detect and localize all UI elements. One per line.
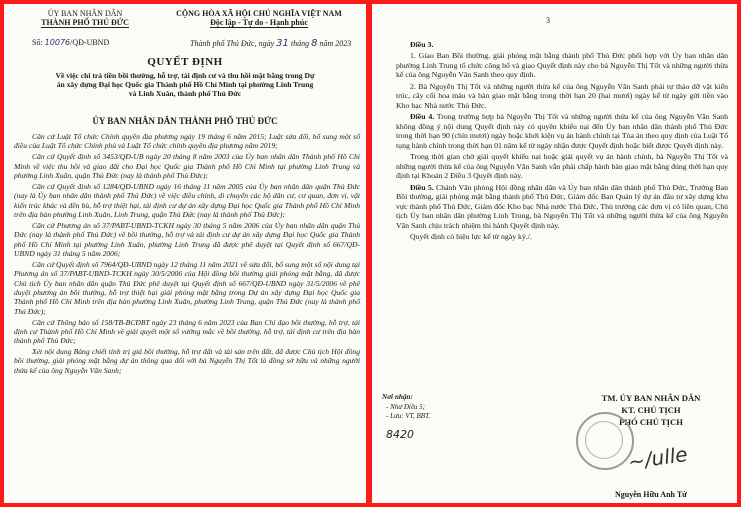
articles (396, 40, 728, 244)
recipients-header: Nơi nhận: (382, 393, 413, 401)
preamble-paragraph: Xét nội dung Bảng chiết tính trị giá bồi thường, hỗ trợ đất và tài sản trên đất, đã được Chủ tịch Hội đồng bồi thường, giải phóng mặt bằng dự án thông qua đối với bà Nguyễn Thị Tốt là đồng sở hữu và những người thừa kế của ông Nguyễn Văn Sanh; (14, 347, 360, 375)
issuing-authority-heading: ỦY BAN NHÂN DÂN THÀNH PHỐ THỦ ĐỨC (92, 116, 278, 126)
article-5-label: Điều 5. (410, 182, 434, 192)
sign-line-2: KT. CHỦ TỊCH (621, 405, 681, 415)
document-title: QUYẾT ĐỊNH (147, 56, 223, 68)
agency-line-2: THÀNH PHỐ THỦ ĐỨC (41, 18, 129, 27)
document-subject: Về việc chi trả tiền bồi thường, hỗ trợ, tái định cư và thu hồi mặt bằng trong Dự án xây dựng Đại học Quốc gia Thành phố Hồ Chí Minh tại phường Linh Trung và Linh Xuân, thành phố Thủ Đức (55, 71, 315, 98)
article-3-clause-1: 1. Giao Ban Bồi thường, giải phóng mặt bằng thành phố Thủ Đức phối hợp với Ủy ban nhân dân phường Linh Trung tổ chức công bố và giao Quyết định này cho bà Nguyễn Thị Tốt và những người thừa kế của ông Nguyễn Văn Sanh theo quy định. (396, 51, 728, 80)
day-handwritten: 31 (276, 38, 289, 49)
preamble-paragraph: Căn cứ Quyết định số 7964/QĐ-UBND ngày 12 tháng 11 năm 2021 về sửa đổi, bổ sung một số nội dung tại Phương án số 37/PABT-UBND-TCKH ngày 30/5/2006 của Hội đồng bồi thường giải phóng mặt bằng, đã được Chủ tịch Ủy ban nhân dân quận Thủ Đức phê duyệt tại Quyết định số 667/QĐ-UBND ngày 31/5/2006 về phê duyệt phương án bồi thường, hỗ trợ thiệt hại giải phóng mặt bằng trong Dự án xây dựng Đại học Quốc gia Thành phố Hồ Chí Minh trên địa bàn phường Linh Xuân, phường Linh Trung, quận Thủ Đức (nay là thành phố Thủ Đức); (14, 259, 360, 316)
article-5 (396, 183, 728, 231)
page-number: 3 (546, 16, 550, 25)
signer-name: Nguyễn Hữu Anh Tứ (615, 490, 687, 499)
handwritten-signature: ~/ulle (626, 441, 689, 475)
document-page-3 (372, 4, 737, 503)
recipient-item: - Lưu: VT, BBT. (386, 412, 431, 420)
preamble-paragraph: Căn cứ Luật Tổ chức Chính quyền địa phương ngày 19 tháng 6 năm 2015; Luật sửa đổi, bổ sung một số điều của Luật Tổ chức Chính phủ và Luật Tổ chức chính quyền địa phương năm 2019; (14, 132, 360, 151)
year-text: năm 2023 (319, 39, 352, 48)
national-motto (154, 9, 364, 28)
issuing-agency (10, 9, 160, 28)
article-4-label: Điều 4. (410, 112, 435, 122)
recipients-list (386, 403, 430, 421)
preamble-paragraph: Căn cứ Thông báo số 158/TB-BCĐBT ngày 23 tháng 6 năm 2023 của Ban Chỉ đạo bồi thường, hỗ trợ, tái định cư Thành phố Hồ Chí Minh về giải quyết một số vướng mắc về bồi thường, hỗ trợ, tái định cư trên địa bàn thành phố Thủ Đức; (14, 317, 360, 346)
handwritten-file-number: 8420 (386, 428, 414, 441)
preamble-paragraph: Căn cứ Phương án số 37/PABT-UBND-TCKH ngày 30 tháng 5 năm 2006 của Ủy ban nhân dân quận Thủ Đức (nay là thành phố Thủ Đức) về bồi thường, hỗ trợ và tái định cư dự án xây dựng Đại học Quốc gia Thành phố Hồ Chí Minh tại phường Linh Xuân, phường Linh Trung đã được phê duyệt tại Quyết định số 667/QĐ-UBND ngày 31 tháng 5 năm 2006; (14, 220, 360, 258)
sign-line-3: PHÓ CHỦ TỊCH (619, 417, 683, 427)
document-page-1 (4, 4, 366, 503)
preamble (14, 132, 360, 377)
article-3-heading (396, 40, 728, 50)
doc-no-prefix: Số: (32, 38, 43, 47)
document-number (32, 38, 109, 47)
nation-line-1: CỘNG HÒA XÃ HỘI CHỦ NGHĨA VIỆT NAM (176, 9, 342, 18)
article-3-label: Điều 3. (410, 40, 434, 49)
nation-line-2: Độc lập - Tự do - Hạnh phúc (210, 18, 308, 27)
place-date-prefix: Thành phố Thủ Đức, ngày (190, 39, 275, 48)
agency-line-1: ỦY BAN NHÂN DÂN (47, 9, 123, 18)
official-seal-stamp (576, 412, 634, 470)
article-3-clause-2: 2. Bà Nguyễn Thị Tốt và những người thừa kế của ông Nguyễn Văn Sanh phải tự tháo dỡ vật kiến trúc, cây cối hoa màu và bàn giao mặt bằng trong thời hạn 20 (hai mươi) ngày kể từ ngày gửi tiền vào Kho bạc Nhà nước Thủ Đức. (396, 81, 728, 110)
doc-no-suffix: /QĐ-UBND (70, 38, 110, 47)
effective-clause: Quyết định có hiệu lực kể từ ngày ký./. (410, 232, 532, 242)
preamble-paragraph: Căn cứ Quyết định số 1284/QĐ-UBND ngày 16 tháng 11 năm 2005 của Ủy ban nhân dân quận Thủ Đức (nay là Ủy ban nhân dân thành phố Thủ Đức) về việc điều chỉnh, di chuyển các hộ dân cư, cơ quan, đơn vị, vật kiến trúc khác và đền bù, hỗ trợ thiệt hại, tái định cư dự án xây dựng Đại học Quốc gia Thành phố Hồ Chí Minh trên địa bàn phường Linh Xuân, Linh Trung, quận Thủ Đức (nay là thành phố Thủ Đức); (14, 181, 360, 219)
sign-line-1: TM. ỦY BAN NHÂN DÂN (601, 393, 701, 403)
article-4-continuation: Trong thời gian chờ giải quyết khiếu nại hoặc giải quyết vụ án hành chính, bà Nguyễn Thị Tốt và những người thừa kế của ông Nguyễn Văn Sanh vẫn phải chấp hành bàn giao mặt bằng đúng thời hạn quy định tại Khoản 2 Điều 3 Quyết định này. (396, 152, 728, 181)
article-4-text: Trong trường hợp bà Nguyễn Thị Tốt và những người thừa kế của ông Nguyễn Văn Sanh không đồng ý nội dung Quyết định này có quyền khiếu nại đến Ủy ban nhân dân thành phố Thủ Đức trong thời hạn 90 (chín mươi) ngày hoặc khởi kiện vụ án hành chính tại Tòa án theo quy định của Luật Tố tụng hành chính trong thời hạn 01 năm kể từ ngày nhận được Quyết định hoặc biết được Quyết định này. (396, 112, 728, 150)
month-handwritten: 8 (311, 38, 318, 49)
preamble-paragraph: Căn cứ Quyết định số 3453/QĐ-UB ngày 20 tháng 8 năm 2003 của Ủy ban nhân dân Thành phố Hồ Chí Minh về việc thu hồi và giao đất cho Đại học Quốc gia Thành phố Hồ Chí Minh tại phường Linh Trung và phường Linh Xuân, quận Thủ Đức (nay là thành phố Thủ Đức); (14, 152, 360, 180)
month-word: tháng (290, 39, 310, 48)
recipient-item: - Như Điều 5; (386, 403, 426, 411)
article-4 (396, 112, 728, 150)
doc-no-handwritten: 10076 (44, 38, 71, 47)
article-5-text: Chánh Văn phòng Hội đồng nhân dân và Ủy ban nhân dân thành phố Thủ Đức, Trưởng Ban Bồi thường, giải phóng mặt bằng thành phố Thủ Đức, Giám đốc Ban Quản lý dự án đầu tư xây dựng khu vực thành phố Thủ Đức, Giám đốc Kho bạc Nhà nước Thủ Đức, Thủ trưởng các đơn vị có liên quan, Chủ tịch Ủy ban nhân dân phường Linh Trung, bà Nguyễn Thị Tốt và những người thừa kế của ông Nguyễn Văn Sanh chịu trách nhiệm thi hành Quyết định này. (396, 182, 728, 230)
place-date (190, 38, 351, 49)
